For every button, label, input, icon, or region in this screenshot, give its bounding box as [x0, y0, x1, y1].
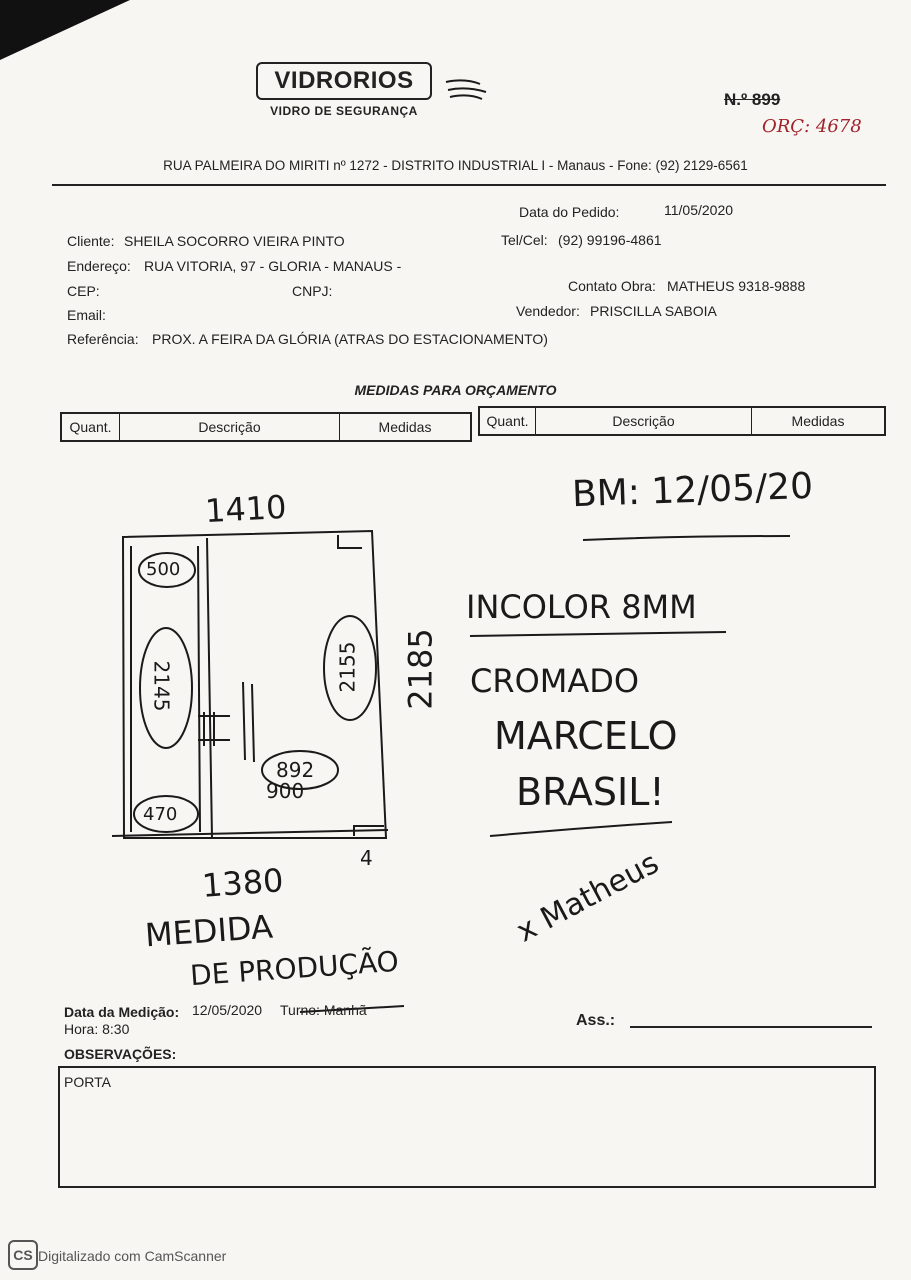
seller-value: PRISCILLA SABOIA — [590, 303, 717, 319]
tel-value: (92) 99196-4861 — [558, 232, 662, 248]
measure-date-value: 12/05/2020 — [192, 1002, 263, 1018]
order-date-value: 11/05/2020 — [664, 202, 734, 218]
hinge-mark — [198, 712, 230, 746]
note-matheus: x Matheus — [510, 845, 665, 950]
panel-divider — [207, 538, 212, 838]
turno-label: Turno: Manhã — [280, 1002, 367, 1018]
door-width-892: 892 — [276, 758, 315, 782]
camscanner-watermark: Digitalizado com CamScanner — [38, 1248, 227, 1264]
observations-box — [58, 1066, 876, 1188]
company-tagline: VIDRO DE SEGURANÇA — [270, 104, 418, 118]
underline-brasil — [490, 822, 672, 836]
client-value: SHEILA SOCORRO VIEIRA PINTO — [124, 233, 345, 249]
col-medidas: Medidas — [791, 413, 845, 429]
handle-double — [243, 682, 254, 762]
budget-number: ORÇ: 4678 — [762, 116, 862, 137]
signature-label: Ass.: — [576, 1012, 616, 1029]
company-address: RUA PALMEIRA DO MIRITI nº 1272 - DISTRITO INDUSTRIAL I - Manaus - Fone: (92) 2129-6561 — [163, 158, 748, 173]
observations-label: OBSERVAÇÕES: — [64, 1046, 177, 1062]
hora-label: Hora: 8:30 — [64, 1021, 130, 1037]
width-bottom-label: 1380 — [200, 861, 285, 905]
client-label: Cliente: — [67, 233, 115, 249]
left-bottom-value: 470 — [143, 804, 178, 825]
cnpj-label: CNPJ: — [292, 283, 333, 299]
height-right-label: 2185 — [401, 628, 440, 710]
reference-value: PROX. A FEIRA DA GLÓRIA (ATRAS DO ESTACIONAMENTO) — [152, 331, 548, 347]
col-quant: Quant. — [62, 414, 120, 440]
underline-incolor — [470, 632, 726, 636]
company-logo: VIDRORIOS — [256, 62, 432, 100]
reference-label: Referência: — [67, 331, 139, 347]
signature-line — [630, 1026, 872, 1028]
camscanner-logo: CS — [8, 1240, 38, 1270]
width-top-label: 1410 — [204, 487, 288, 531]
note-cromado: CROMADO — [470, 662, 640, 700]
note-marcelo: MARCELO — [494, 714, 678, 758]
left-mid-value: 2145 — [149, 660, 174, 712]
address-label: Endereço: — [67, 258, 131, 274]
logo-marks-icon — [446, 80, 486, 99]
col-descricao: Descrição — [120, 414, 340, 440]
underline-bm — [583, 536, 790, 540]
right-mid-value: 2155 — [335, 641, 360, 693]
address-value: RUA VITORIA, 97 - GLORIA - MANAUS - — [144, 258, 402, 274]
note-brasil: BRASIL! — [516, 770, 665, 814]
mark-4-label: 4 — [360, 846, 373, 870]
note-incolor: INCOLOR 8MM — [466, 588, 697, 626]
contact-value: MATHEUS 9318-9888 — [667, 278, 806, 294]
section-title: MEDIDAS PARA ORÇAMENTO — [354, 382, 557, 398]
col-quant: Quant. — [480, 408, 536, 434]
note-medida: MEDIDA — [143, 907, 275, 955]
left-top-value: 500 — [146, 559, 181, 580]
panel-inner-left — [198, 546, 200, 832]
measure-date-label: Data da Medição: — [64, 1004, 180, 1020]
observations-text: PORTA — [64, 1074, 111, 1090]
seller-label: Vendedor: — [516, 303, 580, 319]
note-producao: DE PRODUÇÃO — [189, 944, 400, 993]
corner-tick-top — [338, 535, 362, 548]
door-width-900: 900 — [266, 779, 305, 803]
note-bm-date: BM: 12/05/20 — [571, 465, 814, 516]
col-descricao: Descrição — [536, 408, 752, 434]
cep-label: CEP: — [67, 283, 100, 299]
tel-label: Tel/Cel: — [501, 232, 548, 248]
contact-label: Contato Obra: — [568, 278, 656, 294]
form-number: N.º 899 — [724, 90, 781, 109]
email-label: Email: — [67, 307, 106, 323]
col-medidas: Medidas — [378, 419, 432, 435]
order-date-label: Data do Pedido: — [519, 204, 620, 220]
